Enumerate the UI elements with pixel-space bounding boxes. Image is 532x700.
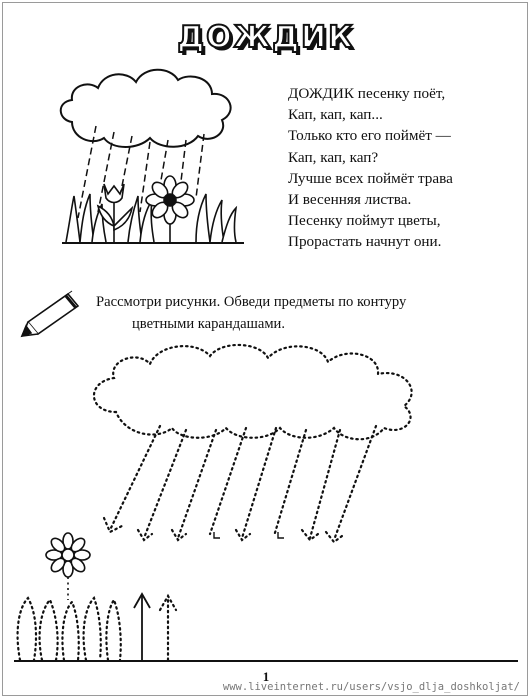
task-line-2: цветными карандашами. — [132, 315, 286, 332]
poem-line: Кап, кап, кап... — [288, 106, 383, 124]
task-line-1: Рассмотри рисунки. Обведи предметы по контуру — [96, 294, 407, 310]
cloud-drawing — [61, 70, 231, 147]
poem-line: Кап, кап, кап? — [288, 148, 379, 166]
poem-line: Прорастать начнут они. — [288, 233, 442, 251]
poem-line: Только кто его поймёт — — [288, 127, 451, 145]
task-instructions — [96, 292, 496, 335]
pencil-icon — [22, 291, 78, 336]
solid-up-arrow — [134, 594, 150, 660]
dotted-rain-tracing — [104, 426, 376, 542]
watermark-url: www.liveinternet.ru/users/vsjo_dlja_doshkoljat/ — [222, 681, 520, 693]
poem-text — [288, 83, 518, 253]
poem-line: ДОЖДИК песенку поёт, — [288, 85, 446, 102]
flower-drawing — [46, 533, 90, 600]
poem-line: И весенняя листва. — [288, 191, 412, 209]
dotted-up-arrow — [160, 596, 176, 660]
page-number: 1 — [262, 669, 270, 684]
dotted-grass-tracing — [18, 598, 121, 660]
page-title: ДОЖДИК — [177, 20, 355, 55]
poem-line: Песенку поймут цветы, — [288, 212, 441, 230]
poem-line: Лучше всех поймёт трава — [288, 169, 453, 187]
dotted-cloud-tracing — [94, 345, 412, 439]
rain-cloud-illustration — [61, 70, 244, 243]
